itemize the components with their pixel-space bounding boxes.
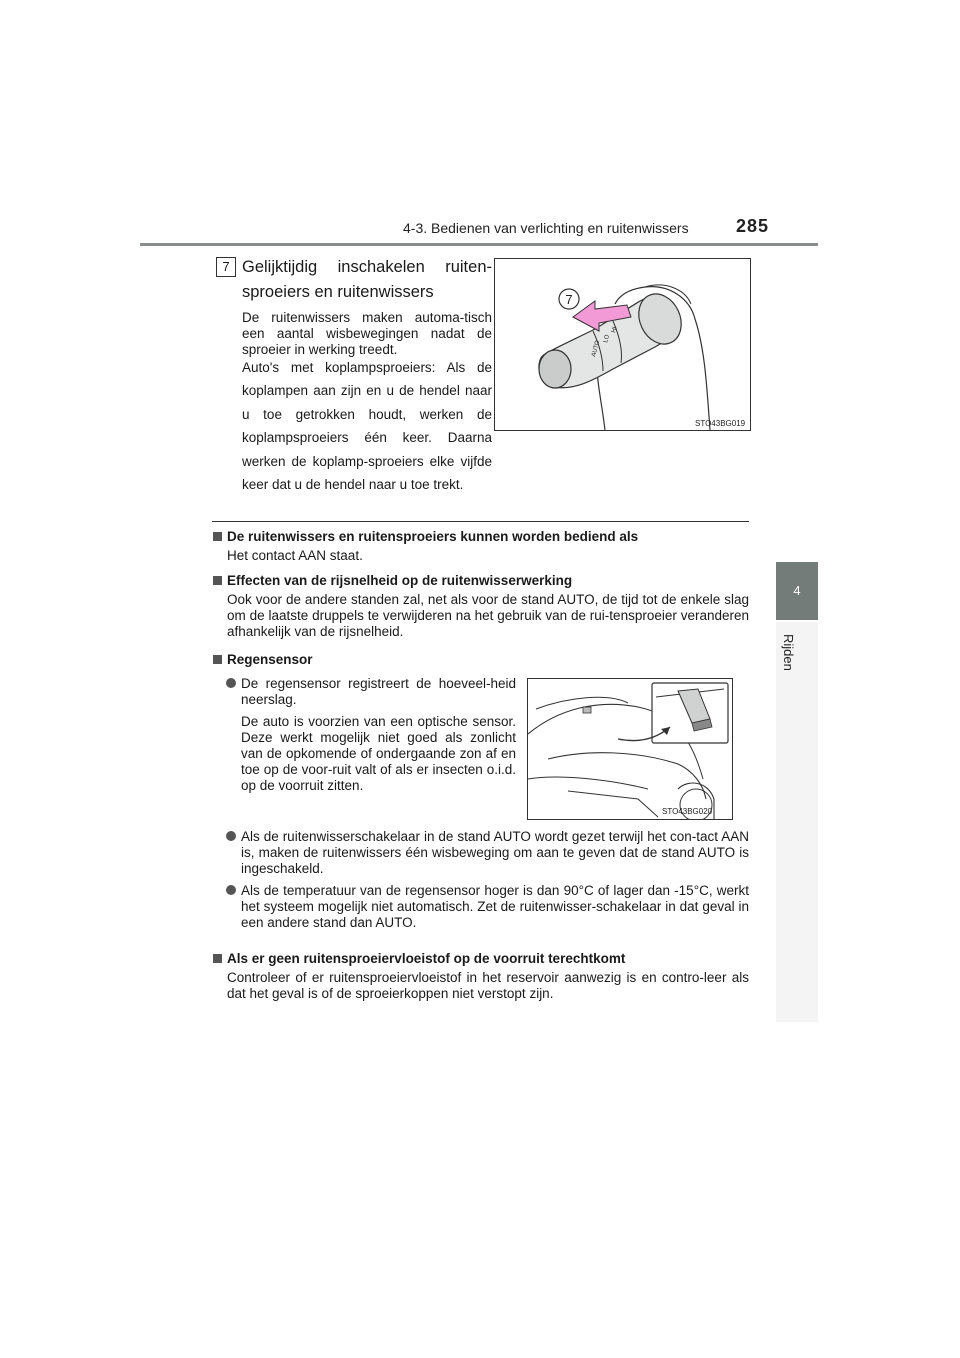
hi-mark: HI <box>611 326 619 334</box>
lo-mark: LO <box>603 334 612 344</box>
item-description: De ruitenwissers maken automa-tisch een aantal wisbewegingen nadat de sproeier in werking treedt. <box>242 310 492 357</box>
rain-sensor-bullet-1: De regensensor registreert de hoeveel-heid neerslag. De auto is voorzien van een optische sensor. Deze werkt mogelijk niet goed als zonlicht van de opkomende of ondergaande zon af en toe op de voor-ruit valt of als er insecten o.i.d. op de voorruit zitten. <box>226 676 516 794</box>
section-heading: Regensensor <box>213 652 749 667</box>
round-bullet-icon <box>226 885 236 895</box>
header-divider <box>140 243 818 246</box>
wiper-lever-illustration <box>494 258 751 431</box>
square-bullet-icon <box>213 655 222 664</box>
item-title: Gelijktijdig inschakelen ruiten-sproeiers en ruitenwissers <box>242 258 492 301</box>
section-speed-effect <box>213 573 749 640</box>
section-heading: Als er geen ruitensproeiervloeistof op de voorruit terechtkomt <box>213 951 749 966</box>
rain-sensor-bullet-2: Als de ruitenwisserschakelaar in de stand AUTO wordt gezet terwijl het con-tact AAN is, maken de ruitenwissers één wisbeweging om aan te geven dat de stand AUTO is ingeschakeld. <box>226 829 749 877</box>
callout-number: 7 <box>565 292 573 307</box>
car-front-drawing <box>528 679 732 819</box>
page-number: 285 <box>736 216 770 236</box>
chapter-tab: 4 <box>776 562 818 620</box>
section-text: Het contact AAN staat. <box>227 548 363 563</box>
square-bullet-icon <box>213 532 222 541</box>
wiper-lever-drawing <box>495 259 750 430</box>
item-number-box: 7 <box>216 257 236 277</box>
section-title: 4-3. Bedienen van verlichting en ruitenwissers <box>403 220 689 236</box>
section-rain-sensor <box>213 652 749 667</box>
chapter-label: Rijden <box>781 634 796 671</box>
round-bullet-icon <box>226 831 236 841</box>
chapter-label-tab <box>776 622 818 1022</box>
headlamp-cleaner-note: Auto's met koplampsproeiers: Als de koplampen aan zijn en u de hendel naar u toe getrokken houdt, werken de koplampsproeiers één keer. Daarna werken de koplamp-sproeiers elke vijfde keer dat u de hendel naar u toe trekt. <box>242 360 492 493</box>
section-heading: Effecten van de rijsnelheid op de ruitenwisserwerking <box>213 573 749 588</box>
square-bullet-icon <box>213 954 222 963</box>
optical-sensor-note: De auto is voorzien van een optische sensor. Deze werkt mogelijk niet goed als zonlicht van de opkomende of ondergaande zon af en toe op de voor-ruit valt of als er insecten o.i.d. op de voorruit zitten. <box>241 714 516 793</box>
rain-sensor-bullet-3: Als de temperatuur van de regensensor hoger is dan 90°C of lager dan -15°C, werkt het systeem mogelijk niet automatisch. Zet de ruitenwisser-schakelaar in dat geval in een andere stand dan AUTO. <box>226 883 749 931</box>
section-heading: De ruitenwissers en ruitensproeiers kunnen worden bediend als <box>213 529 749 544</box>
figure-code: STO43BG019 <box>695 419 746 428</box>
section-divider <box>212 521 749 522</box>
rain-sensor-illustration <box>527 678 733 820</box>
section-no-fluid <box>213 951 749 1002</box>
section-text: Controleer of er ruitensproeiervloeistof in het reservoir aanwezig is en contro-leer als dat het geval is of de sproeierkoppen niet verstopt zijn. <box>227 970 749 1001</box>
round-bullet-icon <box>226 678 236 688</box>
section-text: Ook voor de andere standen zal, net als voor de stand AUTO, de tijd tot de enkele slag om de laatste druppels te verwijderen na het gebruik van de rui-tensproeier veranderen afhankelijk van de rijsnelheid. <box>227 592 749 639</box>
section-operable <box>213 529 749 564</box>
figure-code: STO43BG020 <box>662 807 713 816</box>
auto-mark: AUTO <box>591 339 602 358</box>
square-bullet-icon <box>213 576 222 585</box>
